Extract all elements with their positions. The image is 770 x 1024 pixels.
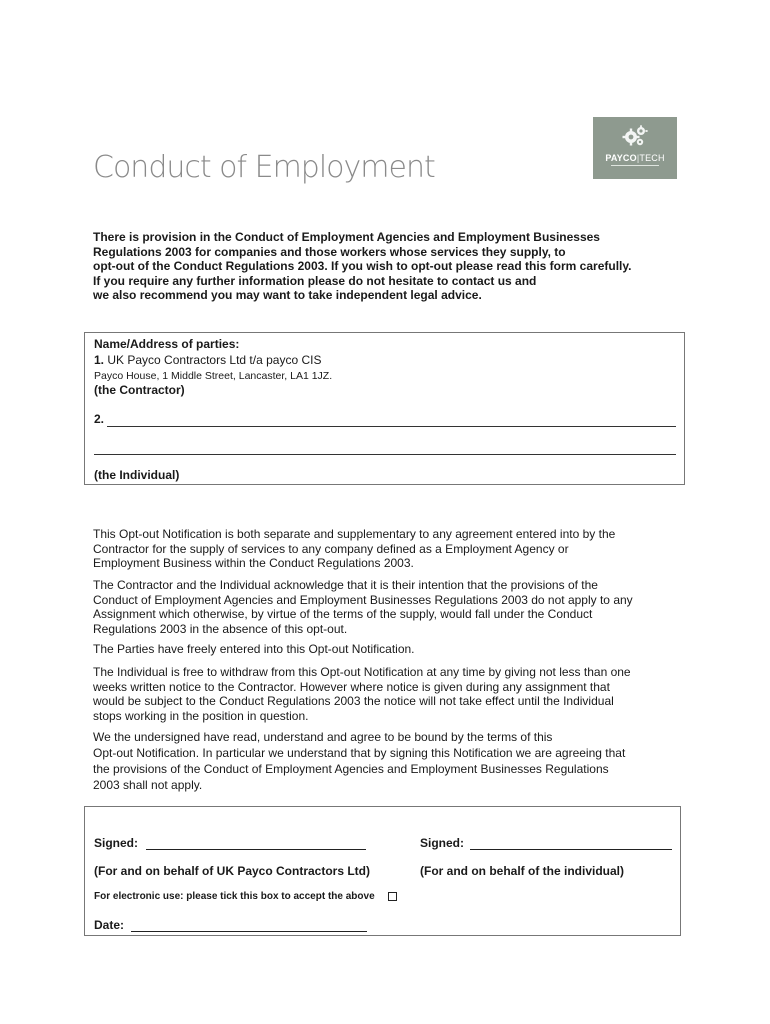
- signature-box: [84, 806, 681, 936]
- paragraph-line: would be subject to the Conduct Regulations 2003 the notice will not take effect until the Individual: [93, 694, 614, 709]
- paragraph-line: Conduct of Employment Agencies and Employment Businesses Regulations 2003 do not apply to any: [93, 592, 633, 607]
- party-1-address: Payco House, 1 Middle Street, Lancaster, LA1 1JZ.: [94, 370, 333, 382]
- paragraph-line: We the undersigned have read, understand and agree to be bound by the terms of this: [93, 730, 553, 744]
- logo-brand-right: TECH: [639, 153, 665, 163]
- paragraph-line: 2003 shall not apply.: [93, 778, 203, 792]
- parties-heading: Name/Address of parties:: [94, 337, 240, 351]
- paragraph-line: The Parties have freely entered into this Opt-out Notification.: [93, 642, 415, 656]
- date-label: Date:: [94, 918, 125, 932]
- paragraph-line: Assignment which otherwise, by virtue of the terms of the supply, would fall under the Conduct: [93, 607, 593, 622]
- logo-separator: |: [636, 153, 640, 163]
- signature-line-individual[interactable]: [470, 849, 672, 850]
- date-field[interactable]: [131, 931, 367, 932]
- paragraph-freely-entered: [93, 642, 693, 657]
- logo-wordmark: [593, 153, 677, 163]
- electronic-use-note: For electronic use: please tick this box to accept the above: [94, 891, 375, 902]
- paragraph-line: weeks written notice to the Contractor. However where notice is given during any assignment that: [93, 679, 610, 694]
- paragraph-line: stops working in the position in question.: [93, 708, 309, 723]
- party-1-name: UK Payco Contractors Ltd t/a payco CIS: [107, 353, 322, 367]
- paragraph-line: The Individual is free to withdraw from this Opt-out Notification at any time by giving not less than one: [93, 665, 631, 679]
- paragraph-withdrawal: [93, 665, 693, 723]
- gears-icon: [593, 117, 677, 179]
- party-1: [94, 353, 321, 367]
- behalf-individual: (For and on behalf of the individual): [420, 864, 624, 878]
- intro-text: [93, 230, 693, 303]
- paragraph-line: the provisions of the Conduct of Employment Agencies and Employment Businesses Regulations: [93, 762, 609, 776]
- paragraph-agreement: [93, 729, 693, 793]
- intro-line: If you require any further information please do not hesitate to contact us and: [93, 273, 537, 288]
- party-2-name-field[interactable]: [107, 426, 676, 427]
- accept-checkbox[interactable]: [388, 892, 397, 901]
- paragraph-line: The Contractor and the Individual acknowledge that it is their intention that the provisions of the: [93, 578, 598, 592]
- party-2-number: 2.: [94, 412, 105, 426]
- payco-tech-logo: [593, 117, 677, 179]
- logo-underline: [611, 165, 659, 166]
- intro-line: Regulations 2003 for companies and those workers whose services they supply, to: [93, 244, 566, 259]
- intro-line: we also recommend you may want to take independent legal advice.: [93, 288, 482, 303]
- signed-label-contractor: Signed:: [94, 836, 138, 850]
- paragraph-acknowledgement: [93, 578, 693, 636]
- paragraph-line: Opt-out Notification. In particular we understand that by signing this Notification we are agreeing that: [93, 746, 626, 760]
- intro-line: There is provision in the Conduct of Employment Agencies and Employment Businesses: [93, 230, 600, 244]
- party-2-address-field[interactable]: [94, 454, 676, 455]
- signature-line-contractor[interactable]: [146, 849, 366, 850]
- paragraph-supplementary: [93, 527, 693, 571]
- paragraph-line: This Opt-out Notification is both separate and supplementary to any agreement entered into by the: [93, 527, 616, 541]
- paragraph-line: Contractor for the supply of services to any company defined as a Employment Agency or: [93, 541, 569, 556]
- paragraph-line: Employment Business within the Conduct Regulations 2003.: [93, 556, 414, 571]
- parties-box: [84, 332, 685, 485]
- behalf-contractor: (For and on behalf of UK Payco Contractors Ltd): [94, 864, 371, 878]
- party-1-role: (the Contractor): [94, 383, 185, 397]
- party-1-number: 1.: [94, 353, 105, 367]
- paragraph-line: Regulations 2003 in the absence of this opt-out.: [93, 621, 348, 636]
- signed-label-individual: Signed:: [420, 836, 464, 850]
- document-title: Conduct of Employment: [93, 150, 435, 185]
- party-2-role: (the Individual): [94, 468, 180, 482]
- intro-line: opt-out of the Conduct Regulations 2003. If you wish to opt-out please read this form carefully.: [93, 259, 632, 274]
- logo-brand-left: PAYCO: [605, 153, 637, 163]
